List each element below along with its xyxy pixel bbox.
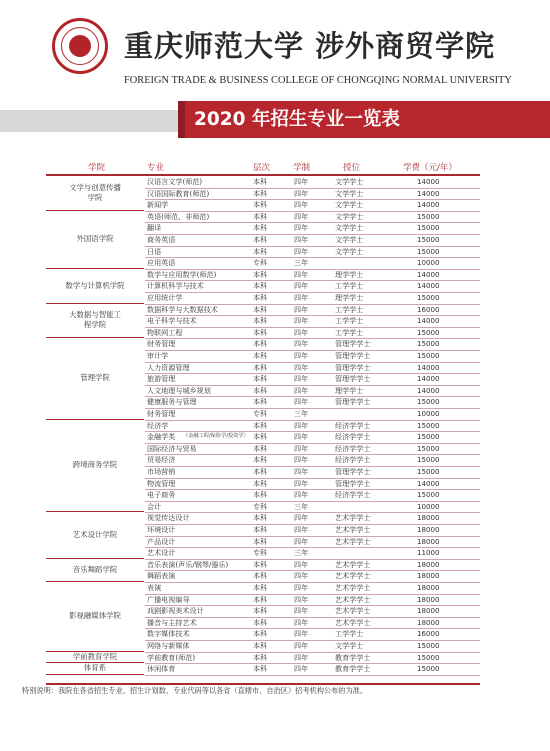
- degree-cell: 管理学学士: [335, 362, 371, 372]
- fee-cell: 14000: [417, 316, 440, 326]
- header-college: 学院: [88, 163, 106, 173]
- level-cell: 本科: [253, 269, 268, 279]
- years-cell: 四年: [294, 339, 309, 349]
- fee-cell: 14000: [417, 374, 440, 384]
- degree-cell: 艺术学学士: [335, 559, 371, 569]
- years-cell: 四年: [294, 467, 309, 476]
- major-cell: 翻译: [147, 223, 162, 233]
- level-cell: 本科: [253, 188, 268, 198]
- fee-cell: 15000: [417, 327, 440, 337]
- degree-cell: 工学学士: [335, 281, 364, 291]
- college-cell: [46, 304, 144, 339]
- years-cell: 四年: [294, 188, 309, 198]
- years-cell: 四年: [294, 571, 309, 581]
- years-cell: 四年: [294, 385, 309, 395]
- header-major: 专业: [147, 163, 165, 173]
- level-cell: 本科: [253, 397, 268, 407]
- college-cell: [46, 211, 144, 269]
- college-name: 体育系: [83, 663, 107, 673]
- college-logo: [52, 18, 108, 74]
- degree-cell: 工学学士: [335, 304, 364, 314]
- fee-cell: 10000: [417, 258, 440, 268]
- degree-cell: 管理学学士: [335, 374, 371, 384]
- degree-cell: 文学学士: [335, 211, 364, 221]
- banner-gray-strip: [0, 110, 178, 132]
- degree-cell: 理学学士: [335, 269, 364, 279]
- major-cell: 审计学: [147, 351, 169, 360]
- major-cell: 播音与主持艺术: [147, 617, 197, 627]
- level-cell: 本科: [253, 467, 268, 476]
- fee-cell: 18000: [417, 559, 440, 569]
- years-cell: 四年: [294, 652, 309, 662]
- years-cell: 三年: [294, 501, 309, 511]
- major-cell: 计算机科学与技术: [147, 281, 204, 291]
- degree-cell: 经济学学士: [335, 490, 371, 500]
- major-note: （金融工程/保险学/投资学）: [183, 433, 249, 440]
- table-bottom-rule: [46, 683, 480, 685]
- college-name: 跨境商务学院: [72, 460, 118, 470]
- years-cell: 四年: [294, 223, 309, 233]
- years-cell: 四年: [294, 629, 309, 639]
- level-cell: 本科: [253, 606, 268, 616]
- fee-cell: 15000: [417, 339, 440, 349]
- page-title-banner: 2020 年招生专业一览表: [178, 101, 550, 138]
- level-cell: 本科: [253, 536, 268, 546]
- college-cell: [46, 559, 144, 582]
- fee-cell: 15000: [417, 397, 440, 407]
- degree-cell: 工学学士: [335, 316, 364, 326]
- college-cell: [46, 663, 144, 675]
- degree-cell: 文学学士: [335, 177, 364, 186]
- degree-cell: 经济学学士: [335, 432, 371, 442]
- college-name: 大数据与智能工程学院: [69, 310, 121, 330]
- degree-cell: 经济学学士: [335, 443, 371, 453]
- years-cell: 四年: [294, 397, 309, 407]
- fee-cell: 14000: [417, 177, 440, 186]
- college-cell: [46, 338, 144, 419]
- years-cell: 四年: [294, 594, 309, 604]
- major-cell: 经济学: [147, 420, 169, 430]
- major-cell: 新闻学: [147, 200, 169, 210]
- major-cell: 金融学类: [147, 432, 176, 442]
- major-cell: 学前教育(师范): [147, 652, 196, 662]
- level-cell: 本科: [253, 664, 268, 674]
- years-cell: 四年: [294, 432, 309, 442]
- major-cell: 应用统计学: [147, 293, 183, 302]
- years-cell: 四年: [294, 641, 309, 650]
- major-cell: 贸易经济: [147, 455, 176, 465]
- years-cell: 四年: [294, 513, 309, 523]
- years-cell: 四年: [294, 374, 309, 384]
- years-cell: 四年: [294, 525, 309, 534]
- table-row: [145, 663, 480, 676]
- years-cell: 三年: [294, 409, 309, 418]
- major-cell: 数据科学与大数据技术: [147, 304, 218, 314]
- fee-cell: 14000: [417, 385, 440, 395]
- college-name: 数学与计算机学院: [65, 280, 125, 290]
- major-cell: 表演: [147, 583, 162, 592]
- fee-cell: 18000: [417, 525, 440, 534]
- level-cell: 本科: [253, 374, 268, 384]
- level-cell: 专科: [253, 258, 268, 268]
- degree-cell: 工学学士: [335, 327, 364, 337]
- major-cell: 数学与应用数学(师范): [147, 269, 217, 279]
- level-cell: 本科: [253, 177, 268, 186]
- level-cell: 本科: [253, 490, 268, 500]
- fee-cell: 14000: [417, 200, 440, 210]
- major-cell: 网络与新媒体: [147, 641, 190, 650]
- fee-cell: 11000: [417, 548, 440, 558]
- years-cell: 四年: [294, 362, 309, 372]
- fee-cell: 14000: [417, 269, 440, 279]
- major-cell: 数字媒体技术: [147, 629, 190, 639]
- level-cell: 本科: [253, 420, 268, 430]
- fee-cell: 10000: [417, 501, 440, 511]
- major-cell: 休闲体育: [147, 664, 176, 674]
- major-cell: 物联网工程: [147, 327, 183, 337]
- years-cell: 四年: [294, 177, 309, 186]
- major-cell: 戏剧影视美术设计: [147, 606, 204, 616]
- years-cell: 四年: [294, 420, 309, 430]
- years-cell: 三年: [294, 548, 309, 558]
- degree-cell: 艺术学学士: [335, 513, 371, 523]
- degree-cell: 理学学士: [335, 385, 364, 395]
- fee-cell: 16000: [417, 629, 440, 639]
- level-cell: 本科: [253, 327, 268, 337]
- major-cell: 旅游管理: [147, 374, 176, 384]
- level-cell: 本科: [253, 443, 268, 453]
- college-cell: [46, 652, 144, 664]
- major-cell: 人文地理与城乡规划: [147, 385, 211, 395]
- fee-cell: 18000: [417, 583, 440, 592]
- major-cell: 视觉传达设计: [147, 513, 190, 523]
- major-cell: 商务英语: [147, 235, 176, 244]
- major-cell: 健康服务与管理: [147, 397, 197, 407]
- level-cell: 本科: [253, 211, 268, 221]
- degree-cell: 艺术学学士: [335, 571, 371, 581]
- fee-cell: 18000: [417, 606, 440, 616]
- degree-cell: 艺术学学士: [335, 536, 371, 546]
- degree-cell: 文学学士: [335, 223, 364, 233]
- major-cell: 音乐表演(声乐/钢琴/器乐): [147, 559, 229, 569]
- fee-cell: 15000: [417, 351, 440, 360]
- degree-cell: 文学学士: [335, 235, 364, 244]
- major-cell: 电子科学与技术: [147, 316, 197, 326]
- major-cell: 应用英语: [147, 258, 176, 268]
- level-cell: 本科: [253, 316, 268, 326]
- major-cell: 国际经济与贸易: [147, 443, 197, 453]
- fee-cell: 15000: [417, 420, 440, 430]
- years-cell: 四年: [294, 664, 309, 674]
- years-cell: 四年: [294, 455, 309, 465]
- major-cell: 艺术设计: [147, 548, 176, 558]
- level-cell: 本科: [253, 525, 268, 534]
- years-cell: 四年: [294, 606, 309, 616]
- degree-cell: 文学学士: [335, 188, 364, 198]
- fee-cell: 15000: [417, 443, 440, 453]
- level-cell: 专科: [253, 501, 268, 511]
- major-cell: 会计: [147, 501, 162, 511]
- degree-cell: 管理学学士: [335, 351, 371, 360]
- level-cell: 本科: [253, 594, 268, 604]
- logo-emblem: [69, 35, 91, 57]
- major-cell: 日语: [147, 246, 162, 256]
- level-cell: 本科: [253, 223, 268, 233]
- major-cell: 广播电视编导: [147, 594, 190, 604]
- level-cell: 本科: [253, 583, 268, 592]
- level-cell: 本科: [253, 293, 268, 302]
- degree-cell: 艺术学学士: [335, 617, 371, 627]
- level-cell: 本科: [253, 385, 268, 395]
- degree-cell: 教育学学士: [335, 664, 371, 674]
- years-cell: 四年: [294, 490, 309, 500]
- college-name: 文学与创意传播学院: [69, 182, 121, 202]
- fee-cell: 14000: [417, 478, 440, 488]
- degree-cell: 教育学学士: [335, 652, 371, 662]
- degree-cell: 艺术学学士: [335, 525, 371, 534]
- years-cell: 四年: [294, 536, 309, 546]
- years-cell: 四年: [294, 211, 309, 221]
- college-cell: [46, 582, 144, 652]
- fee-cell: 18000: [417, 617, 440, 627]
- college-name: 外国语学院: [76, 234, 114, 244]
- footnote: 特别说明：我院在各省招生专业、招生计划数、专业代码等以各省（直辖市、自治区）招考机构公布的为准。: [22, 686, 368, 695]
- years-cell: 四年: [294, 293, 309, 302]
- level-cell: 本科: [253, 571, 268, 581]
- degree-cell: 经济学学士: [335, 455, 371, 465]
- fee-cell: 15000: [417, 293, 440, 302]
- level-cell: 本科: [253, 652, 268, 662]
- major-cell: 汉语言文学(师范): [147, 177, 203, 186]
- years-cell: 四年: [294, 304, 309, 314]
- years-cell: 四年: [294, 269, 309, 279]
- college-title-cn: 重庆师范大学 涉外商贸学院: [124, 29, 496, 63]
- years-cell: 四年: [294, 559, 309, 569]
- years-cell: 四年: [294, 246, 309, 256]
- major-cell: 环境设计: [147, 525, 176, 534]
- years-cell: 四年: [294, 316, 309, 326]
- college-name: 影视融媒体学院: [69, 611, 121, 621]
- level-cell: 本科: [253, 617, 268, 627]
- degree-cell: 管理学学士: [335, 397, 371, 407]
- fee-cell: 18000: [417, 513, 440, 523]
- major-cell: 财务管理: [147, 409, 176, 418]
- major-cell: 汉语国际教育(师范): [147, 188, 210, 198]
- college-cell: [46, 512, 144, 558]
- level-cell: 本科: [253, 304, 268, 314]
- level-cell: 本科: [253, 513, 268, 523]
- major-cell: 舞蹈表演: [147, 571, 176, 581]
- years-cell: 四年: [294, 235, 309, 244]
- degree-cell: 管理学学士: [335, 478, 371, 488]
- fee-cell: 15000: [417, 455, 440, 465]
- college-name: 音乐舞蹈学院: [72, 564, 118, 574]
- college-name: 艺术设计学院: [72, 530, 118, 540]
- level-cell: 本科: [253, 478, 268, 488]
- college-name: 学前教育学院: [72, 651, 118, 661]
- years-cell: 四年: [294, 327, 309, 337]
- degree-cell: 管理学学士: [335, 467, 371, 476]
- header-level: 层次: [253, 163, 271, 173]
- level-cell: 本科: [253, 200, 268, 210]
- fee-cell: 14000: [417, 281, 440, 291]
- header-years: 学制: [293, 163, 311, 173]
- fee-cell: 18000: [417, 594, 440, 604]
- major-cell: 物流管理: [147, 478, 176, 488]
- fee-cell: 15000: [417, 652, 440, 662]
- degree-cell: 艺术学学士: [335, 583, 371, 592]
- level-cell: 本科: [253, 432, 268, 442]
- fee-cell: 15000: [417, 432, 440, 442]
- level-cell: 专科: [253, 409, 268, 418]
- fee-cell: 18000: [417, 571, 440, 581]
- fee-cell: 15000: [417, 467, 440, 476]
- level-cell: 本科: [253, 339, 268, 349]
- degree-cell: 管理学学士: [335, 339, 371, 349]
- college-title-en: FOREIGN TRADE & BUSINESS COLLEGE OF CHONGQING NORMAL UNIVERSITY: [124, 75, 512, 86]
- major-cell: 电子商务: [147, 490, 176, 500]
- degree-cell: 理学学士: [335, 293, 364, 302]
- level-cell: 本科: [253, 455, 268, 465]
- fee-cell: 15000: [417, 223, 440, 233]
- degree-cell: 艺术学学士: [335, 594, 371, 604]
- college-cell: [46, 420, 144, 513]
- banner-cap: [178, 101, 185, 138]
- degree-cell: 经济学学士: [335, 420, 371, 430]
- level-cell: 本科: [253, 246, 268, 256]
- years-cell: 四年: [294, 351, 309, 360]
- degree-cell: 工学学士: [335, 629, 364, 639]
- level-cell: 本科: [253, 629, 268, 639]
- level-cell: 本科: [253, 281, 268, 291]
- years-cell: 四年: [294, 200, 309, 210]
- college-cell: [46, 269, 144, 304]
- fee-cell: 10000: [417, 409, 440, 418]
- fee-cell: 15000: [417, 246, 440, 256]
- level-cell: 本科: [253, 235, 268, 244]
- level-cell: 专科: [253, 548, 268, 558]
- fee-cell: 15000: [417, 641, 440, 650]
- years-cell: 四年: [294, 583, 309, 592]
- level-cell: 本科: [253, 559, 268, 569]
- years-cell: 四年: [294, 443, 309, 453]
- major-cell: 产品设计: [147, 536, 176, 546]
- college-cell: [46, 176, 144, 211]
- level-cell: 本科: [253, 351, 268, 360]
- fee-cell: 16000: [417, 304, 440, 314]
- table-header: [46, 158, 480, 174]
- degree-cell: 文学学士: [335, 246, 364, 256]
- fee-cell: 18000: [417, 536, 440, 546]
- fee-cell: 15000: [417, 490, 440, 500]
- degree-cell: 艺术学学士: [335, 606, 371, 616]
- fee-cell: 15000: [417, 235, 440, 244]
- college-name: 管理学院: [80, 373, 110, 383]
- degree-cell: 文学学士: [335, 641, 364, 650]
- header-fee: 学费（元/年）: [403, 163, 457, 173]
- major-cell: 财务管理: [147, 339, 176, 349]
- major-cell: 人力资源管理: [147, 362, 190, 372]
- degree-cell: 文学学士: [335, 200, 364, 210]
- fee-cell: 14000: [417, 362, 440, 372]
- years-cell: 三年: [294, 258, 309, 268]
- level-cell: 本科: [253, 641, 268, 650]
- major-cell: 英语(师范、非师范): [147, 211, 210, 221]
- years-cell: 四年: [294, 617, 309, 627]
- level-cell: 本科: [253, 362, 268, 372]
- fee-cell: 15000: [417, 211, 440, 221]
- fee-cell: 15000: [417, 664, 440, 674]
- header-degree: 授位: [343, 163, 361, 173]
- years-cell: 四年: [294, 281, 309, 291]
- major-cell: 市场营销: [147, 467, 176, 476]
- years-cell: 四年: [294, 478, 309, 488]
- fee-cell: 14000: [417, 188, 440, 198]
